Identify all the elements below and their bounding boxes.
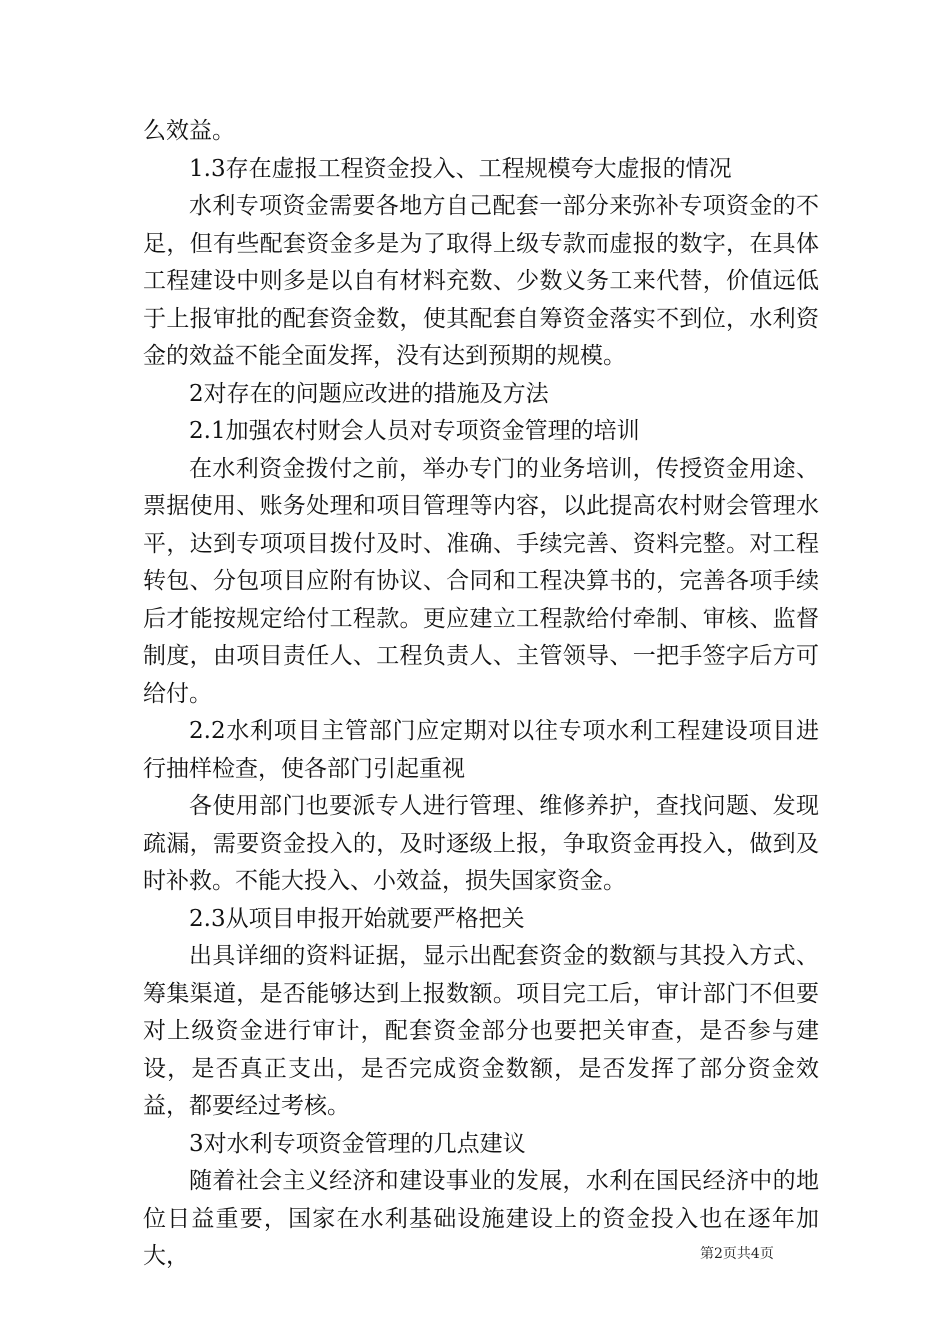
paragraph-2: 水利专项资金需要各地方自己配套一部分来弥补专项资金的不足，但有些配套资金多是为了取得上级专款而虚报的数字，在具体工程建设中则多是以自有材料充数、少数义务工来代替，价值远低于上报审批的配套资金数，使其配套自筹资金落实不到位，水利资金的效益不能全面发挥，没有达到预期的规模。: [143, 193, 819, 369]
paragraph-6: 随着社会主义经济和建设事业的发展，水利在国民经济中的地位日益重要，国家在水利基础设施建设上的资金投入也在逐年加大，: [143, 1168, 819, 1269]
paragraph-1: 么效益。: [143, 118, 235, 144]
document-body: [143, 113, 819, 1276]
section-heading-2-2: 2.2水利项目主管部门应定期对以往专项水利工程建设项目进行抽样检查，使各部门引起重视: [143, 718, 819, 782]
section-heading-2-3: 2.3从项目申报开始就要严格把关: [189, 905, 525, 932]
section-heading-2: 2对存在的问题应改进的措施及方法: [189, 380, 549, 407]
paragraph-3: 在水利资金拨付之前，举办专门的业务培训，传授资金用途、票据使用、账务处理和项目管理等内容，以此提高农村财会管理水平，达到专项项目拨付及时、准确、手续完善、资料完整。对工程转包、分包项目应附有协议、合同和工程决算书的，完善各项手续后才能按规定给付工程款。更应建立工程款给付牵制、审核、监督制度，由项目责任人、工程负责人、主管领导、一把手签字后方可给付。: [143, 455, 819, 707]
page-number-footer: 第2页共4页: [700, 1246, 774, 1262]
section-heading-2-1: 2.1加强农村财会人员对专项资金管理的培训: [189, 418, 640, 444]
paragraph-5: 出具详细的资料证据，显示出配套资金的数额与其投入方式、筹集渠道，是否能够达到上报数额。项目完工后，审计部门不但要对上级资金进行审计，配套资金部分也要把关审查，是否参与建设，是否真正支出，是否完成资金数额，是否发挥了部分资金效益，都要经过考核。: [143, 943, 819, 1119]
section-heading-3: 3对水利专项资金管理的几点建议: [189, 1130, 526, 1157]
section-heading-1-3: 1.3存在虚报工程资金投入、工程规模夸大虚报的情况: [189, 155, 732, 182]
paragraph-4: 各使用部门也要派专人进行管理、维修养护，查找问题、发现疏漏，需要资金投入的，及时逐级上报，争取资金再投入，做到及时补救。不能大投入、小效益，损失国家资金。: [143, 793, 819, 894]
